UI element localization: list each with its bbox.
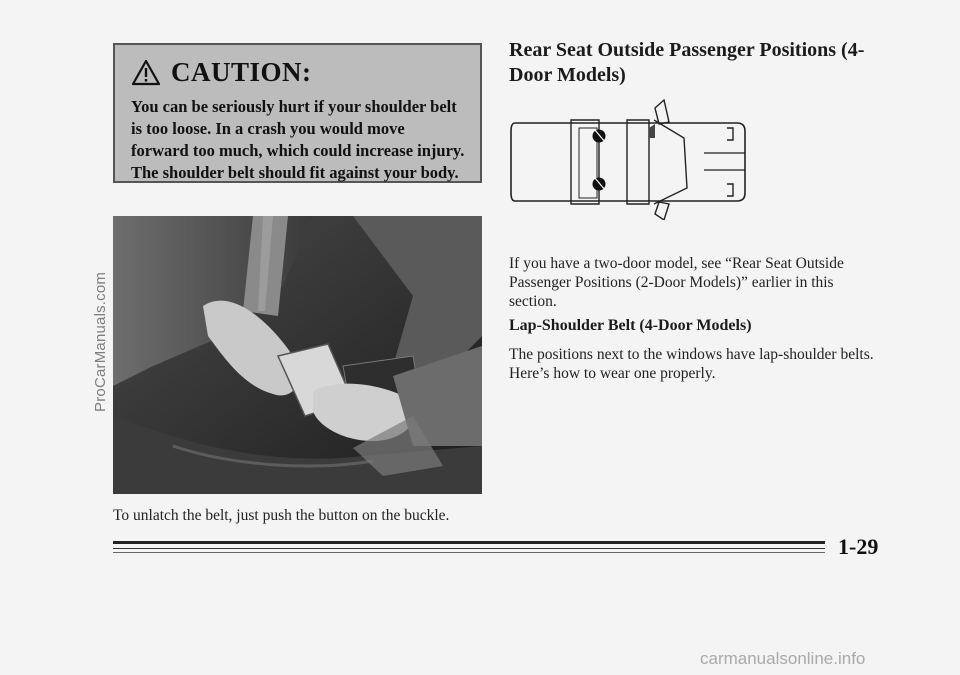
subheading-lap-shoulder-belt: Lap-Shoulder Belt (4-Door Models): [509, 317, 752, 334]
warning-triangle-icon: [131, 59, 161, 86]
caution-header: [131, 57, 466, 88]
buckle-photo: [113, 216, 482, 494]
caution-title: CAUTION:: [171, 57, 312, 87]
side-watermark: ProCarManuals.com: [92, 271, 109, 412]
paragraph-two-door-reference: If you have a two-door model, see “Rear Seat Outside Passenger Positions (2-Door Models)” earlier in this section.: [509, 255, 844, 310]
caution-text: You can be seriously hurt if your shoulder belt is too loose. In a crash you would move forward too much, which could increase injury. The shoulder belt should fit against your body.: [131, 97, 465, 182]
seat-position-diagram: [509, 98, 749, 220]
page-number: 1-29: [838, 534, 879, 559]
caution-box: [113, 43, 482, 183]
footer-rule: [113, 541, 825, 544]
photo-caption: To unlatch the belt, just push the button on the buckle.: [113, 507, 450, 524]
footer-rule-thin-lower: [113, 552, 825, 553]
footer-watermark: carmanualsonline.info: [700, 649, 866, 668]
footer-rule-thin: [113, 548, 825, 549]
section-title: Rear Seat Outside Passenger Positions (4-Door Models): [509, 39, 865, 86]
paragraph-lap-shoulder-belt: The positions next to the windows have lap-shoulder belts. Here’s how to wear one properly.: [509, 346, 874, 382]
